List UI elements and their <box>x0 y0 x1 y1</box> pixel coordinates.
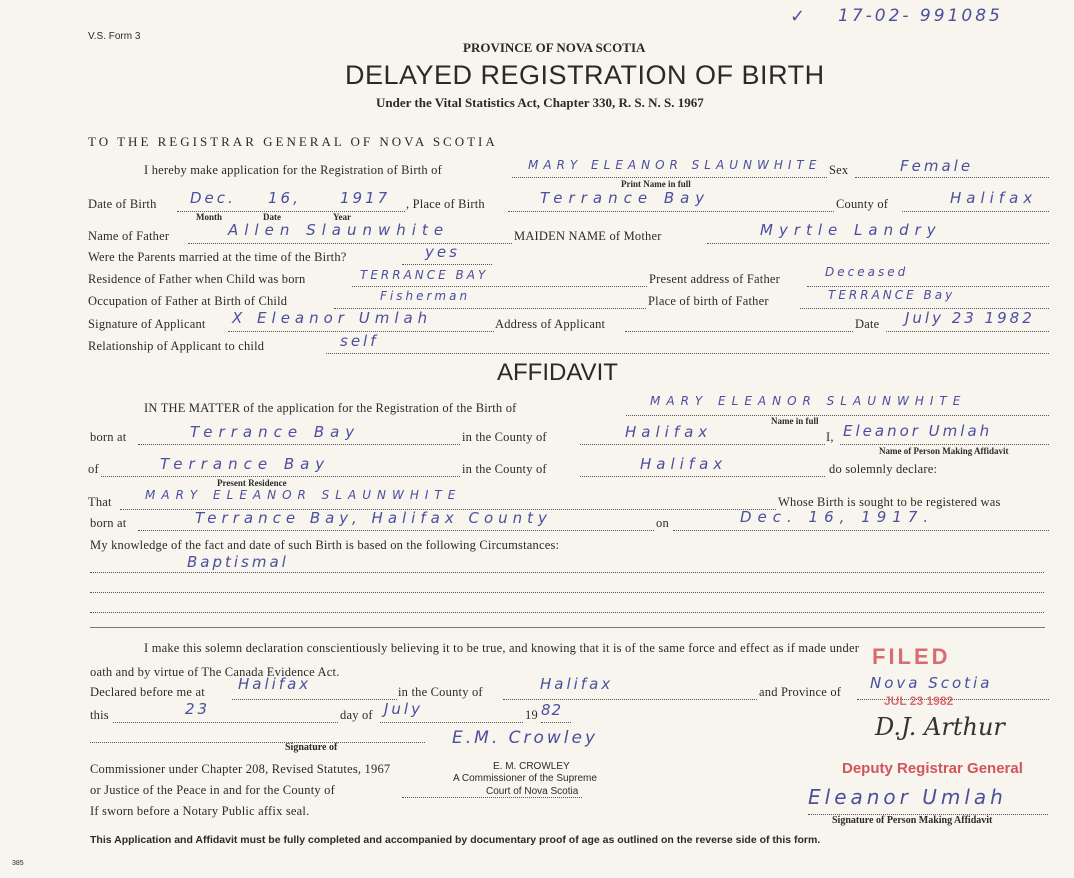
born-at2-value: Terrance Bay, Halifax County <box>195 509 552 527</box>
declaration-line-1: I make this solemn declaration conscientiously believing it to be true, and knowing that it is of the same force and effect as if made under <box>144 641 860 655</box>
date-label: Date <box>855 317 880 331</box>
affiant-signature: Eleanor Umlah <box>808 785 1007 809</box>
registrar-stamp: Deputy Registrar General <box>842 760 1023 777</box>
signature-label: Signature of Applicant <box>88 317 206 331</box>
that-value: MARY ELEANOR SLAUNWHITE <box>145 488 462 502</box>
registration-number: 17-02- 991085 <box>838 6 1003 26</box>
stamp-line-3: Court of Nova Scotia <box>486 786 579 797</box>
occupation-value: Fisherman <box>380 289 471 303</box>
mother-value: Myrtle Landry <box>760 221 942 239</box>
province-label: and Province of <box>759 685 842 699</box>
registrar-signature: D.J. Arthur <box>875 713 1005 741</box>
county3-value: Halifax <box>540 675 614 693</box>
address-label: Address of Applicant <box>495 317 606 331</box>
father-value: Allen Slaunwhite <box>228 221 450 239</box>
month-caption: Month <box>196 212 223 222</box>
of-value: Terrance Bay <box>160 455 331 473</box>
circumstance-value: Baptismal <box>187 553 289 571</box>
footer-notice: This Application and Affidavit must be fully completed and accompanied by documentary proof of age as outlined on the reverse side of this form. <box>90 834 821 846</box>
stamp-name: E. M. CROWLEY <box>493 761 570 772</box>
province-value: Nova Scotia <box>870 674 993 692</box>
sex-value: Female <box>900 157 974 175</box>
commissioner-line-1: Commissioner under Chapter 208, Revised Statutes, 1967 <box>90 762 391 776</box>
subtitle: Under the Vital Statistics Act, Chapter 330, R. S. N. S. 1967 <box>376 95 704 110</box>
born-at-label: born at <box>90 430 127 444</box>
matter-text: IN THE MATTER of the application for the Registration of the Birth of <box>144 401 517 415</box>
county-of-label: in the County of <box>462 430 547 444</box>
born-at2-label: born at <box>90 516 127 530</box>
i-label: I, <box>826 430 834 444</box>
solemnly-text: do solemnly declare: <box>829 462 938 476</box>
place-value: Terrance Bay <box>540 189 711 207</box>
declaration-line-2: oath and by virtue of The Canada Evidence Act. <box>90 665 340 679</box>
present-address-label: Present address of Father <box>649 272 781 286</box>
county-value: Halifax <box>950 189 1038 207</box>
date-caption: Date <box>263 212 281 222</box>
knowledge-text: My knowledge of the fact and date of such Birth is based on the following Circumstances: <box>90 538 560 552</box>
filed-stamp: FILED <box>872 644 951 669</box>
affiant-name-value: Eleanor Umlah <box>843 422 993 440</box>
place-label: , Place of Birth <box>406 197 485 211</box>
commissioner-signature: E.M. Crowley <box>452 728 599 748</box>
year-caption: Year <box>333 212 351 222</box>
child-name-value: MARY ELEANOR SLAUNWHITE <box>528 158 822 172</box>
relationship-value: self <box>340 332 379 350</box>
affidavit-heading: AFFIDAVIT <box>497 359 618 386</box>
matter-value: MARY ELEANOR SLAUNWHITE <box>650 394 967 408</box>
this-value: 23 <box>185 700 211 718</box>
page-title: DELAYED REGISTRATION OF BIRTH <box>345 60 825 90</box>
declared-label: Declared before me at <box>90 685 205 699</box>
present-residence-caption: Present Residence <box>217 478 287 488</box>
born-at-value: Terrance Bay <box>190 423 361 441</box>
on-value: Dec. 16, 1917. <box>740 508 935 526</box>
addressee-line: TO THE REGISTRAR GENERAL OF NOVA SCOTIA <box>88 134 498 149</box>
person-caption: Name of Person Making Affidavit <box>879 446 1009 456</box>
dob-month: Dec. <box>190 189 236 207</box>
whose-birth-text: Whose Birth is sought to be registered was <box>778 495 1001 509</box>
province-heading: PROVINCE OF NOVA SCOTIA <box>463 40 646 55</box>
day-of-value: July <box>384 700 423 718</box>
filed-date-stamp: JUL 23 1982 <box>884 694 954 708</box>
day-of-label: day of <box>340 708 373 722</box>
year-prefix: 19 <box>525 708 538 722</box>
that-label: That <box>88 495 112 509</box>
on-label: on <box>656 516 669 530</box>
dob-year: 1917 <box>340 189 391 207</box>
father-label: Name of Father <box>88 229 170 243</box>
father-birthplace-label: Place of birth of Father <box>648 294 769 308</box>
county2-label: in the County of <box>462 462 547 476</box>
application-intro: I hereby make application for the Registration of Birth of <box>144 163 442 177</box>
affiant-signature-caption: Signature of Person Making Affidavit <box>832 815 993 826</box>
of-label: of <box>88 462 99 476</box>
print-name-caption: Print Name in full <box>621 179 691 189</box>
commissioner-line-3: If sworn before a Notary Public affix seal. <box>90 804 310 818</box>
date-value: July 23 1982 <box>905 309 1035 327</box>
this-label: this <box>90 708 109 722</box>
county-label: County of <box>836 197 889 211</box>
corner-code: 385 <box>12 860 24 867</box>
married-label: Were the Parents married at the time of the Birth? <box>88 250 347 264</box>
father-birthplace-value: TERRANCE Bay <box>828 288 956 302</box>
dob-label: Date of Birth <box>88 197 157 211</box>
county-of-value: Halifax <box>625 423 713 441</box>
residence-value: TERRANCE BAY <box>360 268 489 282</box>
mother-label: MAIDEN NAME of Mother <box>514 229 662 243</box>
applicant-signature: X Eleanor Umlah <box>232 309 433 327</box>
name-in-full-caption: Name in full <box>771 416 819 426</box>
year-value: 82 <box>541 701 563 719</box>
married-value: yes <box>425 243 460 261</box>
sex-label: Sex <box>829 163 849 177</box>
dob-day: 16, <box>268 189 301 207</box>
relationship-label: Relationship of Applicant to child <box>88 339 265 353</box>
county3-label: in the County of <box>398 685 483 699</box>
signature-of-caption: Signature of <box>285 742 338 753</box>
occupation-label: Occupation of Father at Birth of Child <box>88 294 288 308</box>
county2-value: Halifax <box>640 455 728 473</box>
form-number: V.S. Form 3 <box>88 31 141 42</box>
commissioner-line-2: or Justice of the Peace in and for the County of <box>90 783 335 797</box>
present-address-value: Deceased <box>825 265 909 279</box>
check-mark: ✓ <box>790 6 809 27</box>
stamp-line-2: A Commissioner of the Supreme <box>453 773 597 784</box>
residence-label: Residence of Father when Child was born <box>88 272 306 286</box>
declared-value: Halifax <box>238 675 312 693</box>
